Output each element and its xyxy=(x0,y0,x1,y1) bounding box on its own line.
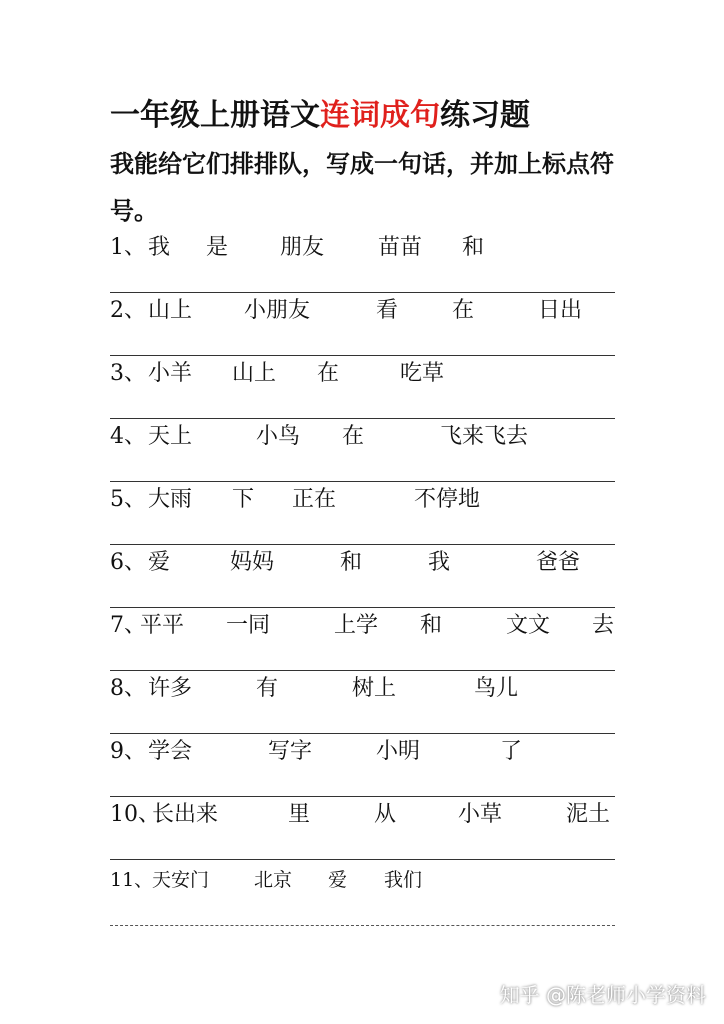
word-card: 学会 xyxy=(148,739,193,764)
exercise-item-11 xyxy=(110,862,630,902)
exercise-item-6 xyxy=(110,545,630,585)
word-card: 苗苗 xyxy=(378,235,423,260)
word-card: 爱 xyxy=(148,550,171,575)
word-card: 在 xyxy=(317,361,340,386)
word-card: 写字 xyxy=(268,739,313,764)
title-part2: 练习题 xyxy=(440,98,530,133)
item-number: 11、 xyxy=(110,869,154,891)
word-card: 长出来 xyxy=(152,802,219,827)
word-card: 和 xyxy=(462,235,485,260)
watermark: 知乎 @陈老师小学资料 xyxy=(499,983,706,1007)
word-card: 天安门 xyxy=(152,869,210,891)
instruction-line-1: 我能给它们排排队，写成一句话，并加上标点符 xyxy=(110,150,614,178)
exercise-item-4 xyxy=(110,419,630,459)
worksheet-title xyxy=(110,96,530,136)
word-card: 正在 xyxy=(292,487,337,512)
word-card: 去 xyxy=(592,613,615,638)
word-card: 山上 xyxy=(148,298,193,323)
word-card: 从 xyxy=(374,802,397,827)
word-card: 在 xyxy=(342,424,365,449)
instruction-line-2: 号。 xyxy=(110,197,158,225)
word-card: 小羊 xyxy=(148,361,193,386)
answer-line[interactable] xyxy=(110,859,615,860)
word-card: 我 xyxy=(148,235,171,260)
exercise-item-9 xyxy=(110,734,630,774)
word-card: 山上 xyxy=(232,361,277,386)
item-number: 1、 xyxy=(110,235,146,260)
word-card: 飞来飞去 xyxy=(440,424,529,449)
exercise-item-1 xyxy=(110,230,630,270)
title-part1: 一年级上册语文 xyxy=(110,98,320,133)
item-number: 7、 xyxy=(110,613,146,638)
word-card: 许多 xyxy=(148,676,193,701)
word-card: 平平 xyxy=(140,613,185,638)
word-card: 小鸟 xyxy=(256,424,301,449)
word-card: 在 xyxy=(452,298,475,323)
word-card: 大雨 xyxy=(148,487,193,512)
item-number: 2、 xyxy=(110,298,146,323)
item-number: 10、 xyxy=(110,802,160,827)
exercise-item-10 xyxy=(110,797,630,837)
exercise-item-5 xyxy=(110,482,630,522)
exercise-item-7 xyxy=(110,608,630,648)
word-card: 天上 xyxy=(148,424,193,449)
word-card: 爱 xyxy=(328,869,348,891)
word-card: 小草 xyxy=(458,802,503,827)
word-card: 和 xyxy=(420,613,443,638)
word-card: 北京 xyxy=(254,869,293,891)
word-card: 鸟儿 xyxy=(474,676,519,701)
word-card: 我 xyxy=(428,550,451,575)
word-card: 日出 xyxy=(538,298,583,323)
title-highlight: 连词成句 xyxy=(320,98,440,133)
item-number: 3、 xyxy=(110,361,146,386)
word-card: 朋友 xyxy=(280,235,325,260)
word-card: 吃草 xyxy=(400,361,445,386)
word-card: 有 xyxy=(256,676,279,701)
word-card: 我们 xyxy=(384,869,423,891)
item-number: 9、 xyxy=(110,739,146,764)
word-card: 文文 xyxy=(506,613,551,638)
item-number: 4、 xyxy=(110,424,146,449)
word-card: 不停地 xyxy=(414,487,481,512)
word-card: 爸爸 xyxy=(536,550,581,575)
word-card: 下 xyxy=(232,487,255,512)
word-card: 泥土 xyxy=(566,802,611,827)
item-number: 6、 xyxy=(110,550,146,575)
exercise-item-3 xyxy=(110,356,630,396)
word-card: 看 xyxy=(376,298,399,323)
exercise-item-8 xyxy=(110,671,630,711)
word-card: 是 xyxy=(206,235,229,260)
word-card: 一同 xyxy=(226,613,271,638)
word-card: 上学 xyxy=(334,613,379,638)
item-number: 8、 xyxy=(110,676,146,701)
word-card: 小朋友 xyxy=(244,298,311,323)
word-card: 和 xyxy=(340,550,363,575)
word-card: 树上 xyxy=(352,676,397,701)
exercise-item-2 xyxy=(110,293,630,333)
answer-line[interactable] xyxy=(110,925,615,926)
word-card: 妈妈 xyxy=(230,550,275,575)
word-card: 小明 xyxy=(376,739,421,764)
word-card: 里 xyxy=(288,802,311,827)
item-number: 5、 xyxy=(110,487,146,512)
word-card: 了 xyxy=(500,739,523,764)
